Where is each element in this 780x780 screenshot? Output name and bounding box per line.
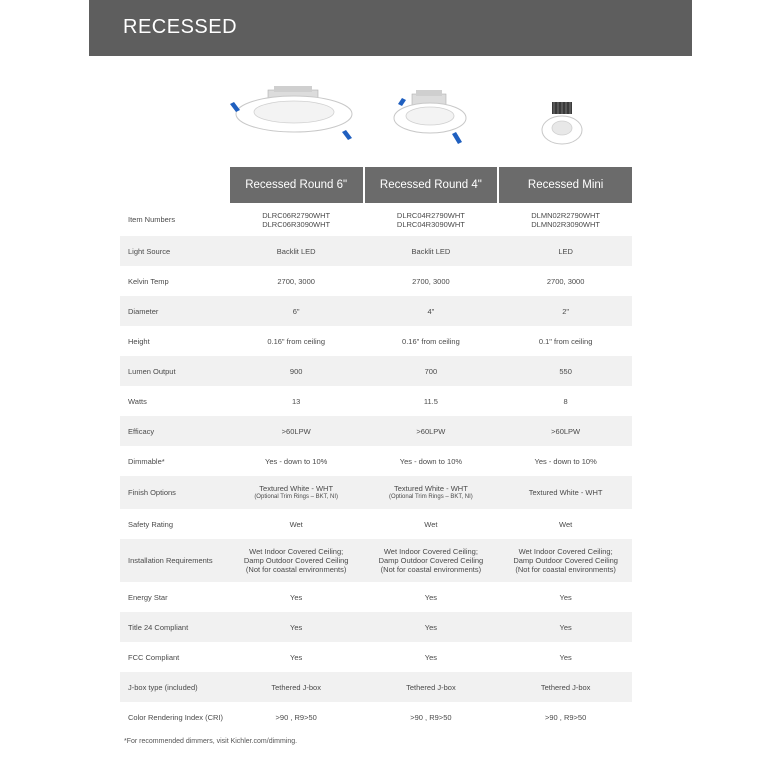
- table-cell: 6": [292, 306, 300, 316]
- table-row: [120, 416, 632, 446]
- row-label: Kelvin Temp: [128, 276, 169, 286]
- recessed-mini-image: [538, 98, 586, 148]
- row-label: Item Numbers: [128, 215, 176, 224]
- table-cell: DLMN02R2790WHT DLMN02R3090WHT: [531, 210, 601, 229]
- table-cell: DLRC04R2790WHT DLRC04R3090WHT: [396, 210, 465, 229]
- table-cell: DLRC06R2790WHT DLRC06R3090WHT: [262, 210, 331, 229]
- row-label: Efficacy: [128, 426, 155, 436]
- table-row: [120, 266, 632, 296]
- row-label: Safety Rating: [128, 519, 174, 529]
- table-cell: Yes: [424, 652, 438, 662]
- table-cell: 13: [291, 396, 301, 406]
- table-row: [120, 672, 632, 702]
- table-header: [120, 167, 632, 203]
- table-cell: Wet: [289, 519, 303, 529]
- cell-subnote: (Optional Trim Rings – BKT, NI): [389, 493, 473, 500]
- table-cell: >90 , R9>50: [410, 712, 452, 722]
- row-label: Finish Options: [128, 488, 176, 497]
- row-label: Height: [128, 336, 150, 346]
- table-cell: 2": [562, 306, 570, 316]
- row-label: Watts: [128, 396, 147, 406]
- table-row: [120, 326, 632, 356]
- column-header: Recessed Round 6": [230, 167, 363, 203]
- table-cell: 0.1" from ceiling: [538, 336, 593, 346]
- table-row: [120, 642, 632, 672]
- table-cell: 8: [563, 396, 568, 406]
- table-cell: Yes: [290, 652, 303, 662]
- table-cell: 0.16" from ceiling: [267, 336, 326, 346]
- table-cell: 900: [289, 366, 303, 376]
- footnote: *For recommended dimmers, visit Kichler.com/dimming.: [124, 738, 298, 745]
- table-cell: Backlit LED: [411, 246, 451, 256]
- table-cell: Yes: [290, 622, 303, 632]
- row-label: Color Rendering Index (CRI): [128, 712, 224, 722]
- table-cell: >60LPW: [551, 426, 581, 436]
- table-cell: Yes - down to 10%: [265, 456, 328, 466]
- row-label: FCC Compliant: [128, 652, 180, 662]
- table-cell: Yes: [290, 592, 303, 602]
- table-cell: Wet Indoor Covered Ceiling; Damp Outdoor Covered Ceiling (Not for coastal environments): [378, 547, 484, 574]
- table-cell: 550: [559, 366, 572, 376]
- table-cell: Tethered J-box: [271, 682, 321, 692]
- column-header: Recessed Mini: [499, 167, 632, 203]
- recessed-round-4-image: [390, 86, 474, 148]
- table-cell: >60LPW: [281, 426, 311, 436]
- column-header: Recessed Round 4": [365, 167, 498, 203]
- table-cell: Tethered J-box: [406, 682, 456, 692]
- table-cell: Wet: [424, 519, 438, 529]
- table-cell: Yes: [559, 622, 572, 632]
- table-cell: Yes - down to 10%: [534, 456, 597, 466]
- table-cell: 700: [424, 366, 438, 376]
- table-cell: LED: [558, 246, 573, 256]
- table-cell: Wet Indoor Covered Ceiling; Damp Outdoor Covered Ceiling (Not for coastal environments): [513, 547, 618, 574]
- table-cell: >60LPW: [416, 426, 446, 436]
- row-label: Diameter: [128, 306, 159, 316]
- table-row: [120, 356, 632, 386]
- table-row: [120, 612, 632, 642]
- row-label: Title 24 Compliant: [128, 622, 189, 632]
- table-row: [120, 446, 632, 476]
- header-blank: [120, 167, 228, 203]
- table-cell: 11.5: [423, 396, 438, 406]
- row-label: Lumen Output: [128, 366, 176, 376]
- table-cell: Textured White - WHT (Optional Trim Rings – BKT, NI): [230, 484, 363, 502]
- table-body: [120, 203, 632, 732]
- table-cell: Yes - down to 10%: [399, 456, 463, 466]
- table-cell: 2700, 3000: [412, 276, 450, 286]
- page-title: RECESSED: [123, 16, 238, 38]
- table-row: [120, 296, 632, 326]
- table-cell: Yes: [559, 592, 572, 602]
- table-cell: Tethered J-box: [540, 682, 591, 692]
- table-row: [120, 236, 632, 266]
- table-row: [120, 476, 632, 509]
- table-row: [120, 539, 632, 582]
- table-row: [120, 702, 632, 732]
- table-cell: Wet: [559, 519, 573, 529]
- table-cell: 4": [427, 306, 435, 316]
- table-cell: Backlit LED: [276, 246, 316, 256]
- row-label: Light Source: [128, 246, 171, 256]
- table-cell: Textured White - WHT (Optional Trim Rings – BKT, NI): [365, 484, 498, 502]
- table-cell: Yes: [559, 652, 572, 662]
- table-cell: Textured White - WHT: [528, 488, 603, 497]
- table-cell: Yes: [424, 592, 438, 602]
- recessed-round-6-image: [228, 82, 362, 144]
- table-row: [120, 509, 632, 539]
- row-label: Dimmable*: [128, 456, 165, 466]
- table-cell: 2700, 3000: [277, 276, 315, 286]
- table-cell: 2700, 3000: [546, 276, 585, 286]
- row-label: Energy Star: [128, 592, 168, 602]
- title-banner: [89, 0, 692, 56]
- row-label: J-box type (included): [128, 682, 198, 692]
- cell-subnote: (Optional Trim Rings – BKT, NI): [254, 493, 339, 500]
- table-row: [120, 386, 632, 416]
- table-cell: 0.16" from ceiling: [402, 336, 460, 346]
- table-cell: >90 , R9>50: [275, 712, 317, 722]
- table-row: [120, 582, 632, 612]
- table-cell: Yes: [424, 622, 438, 632]
- table-cell: Wet Indoor Covered Ceiling; Damp Outdoor Covered Ceiling (Not for coastal environments): [243, 547, 349, 574]
- table-cell: >90 , R9>50: [544, 712, 587, 722]
- spec-table: [120, 167, 632, 732]
- table-row: [120, 203, 632, 236]
- row-label: Installation Requirements: [128, 556, 213, 565]
